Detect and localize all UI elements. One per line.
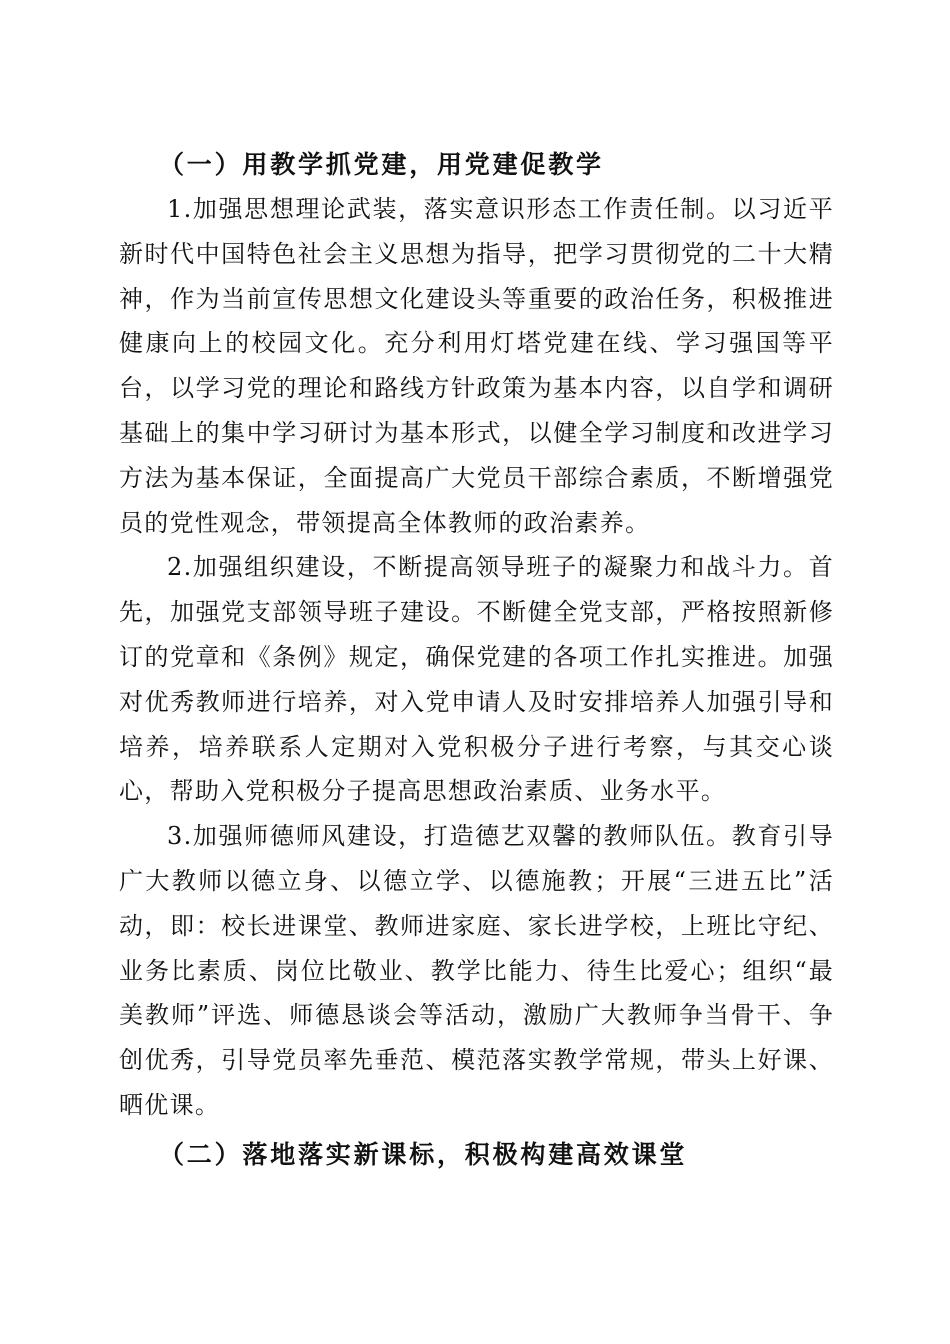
- section-heading-1: （一）用教学抓党建，用党建促教学: [159, 150, 604, 179]
- document-body: [119, 142, 834, 1177]
- paragraph-organization: 2.加强组织建设，不断提高领导班子的凝聚力和战斗力。首先，加强党支部领导班子建设。不断健全党支部，严格按照新修订的党章和《条例》规定，确保党建的各项工作扎实推进。加强对优秀教师进行培养，对入党申请人及时安排培养人加强引导和培养，培养联系人定期对入党积极分子进行考察，与其交心谈心，帮助入党积极分子提高思想政治素质、业务水平。: [119, 553, 834, 806]
- paragraph-teacher-ethics: 3.加强师德师风建设，打造德艺双馨的教师队伍。教育引导广大教师以德立身、以德立学、以德施教；开展“三进五比”活动，即：校长进课堂、教师进家庭、家长进学校，上班比守纪、业务比素质、岗位比敬业、教学比能力、待生比爱心；组织“最美教师”评选、师德恳谈会等活动，激励广大教师争当骨干、争创优秀，引导党员率先垂范、模范落实教学常规，带头上好课、晒优课。: [119, 822, 834, 1119]
- paragraph-ideology: 1.加强思想理论武装，落实意识形态工作责任制。以习近平新时代中国特色社会主义思想为指导，把学习贯彻党的二十大精神，作为当前宣传思想文化建设头等重要的政治任务，积极推进健康向上的校园文化。充分利用灯塔党建在线、学习强国等平台，以学习党的理论和路线方针政策为基本内容，以自学和调研基础上的集中学习研讨为基本形式，以健全学习制度和改进学习方法为基本保证，全面提高广大党员干部综合素质，不断增强党员的党性观念，带领提高全体教师的政治素养。: [119, 195, 834, 537]
- section-heading-2: （二）落地落实新课标，积极构建高效课堂: [159, 1139, 688, 1169]
